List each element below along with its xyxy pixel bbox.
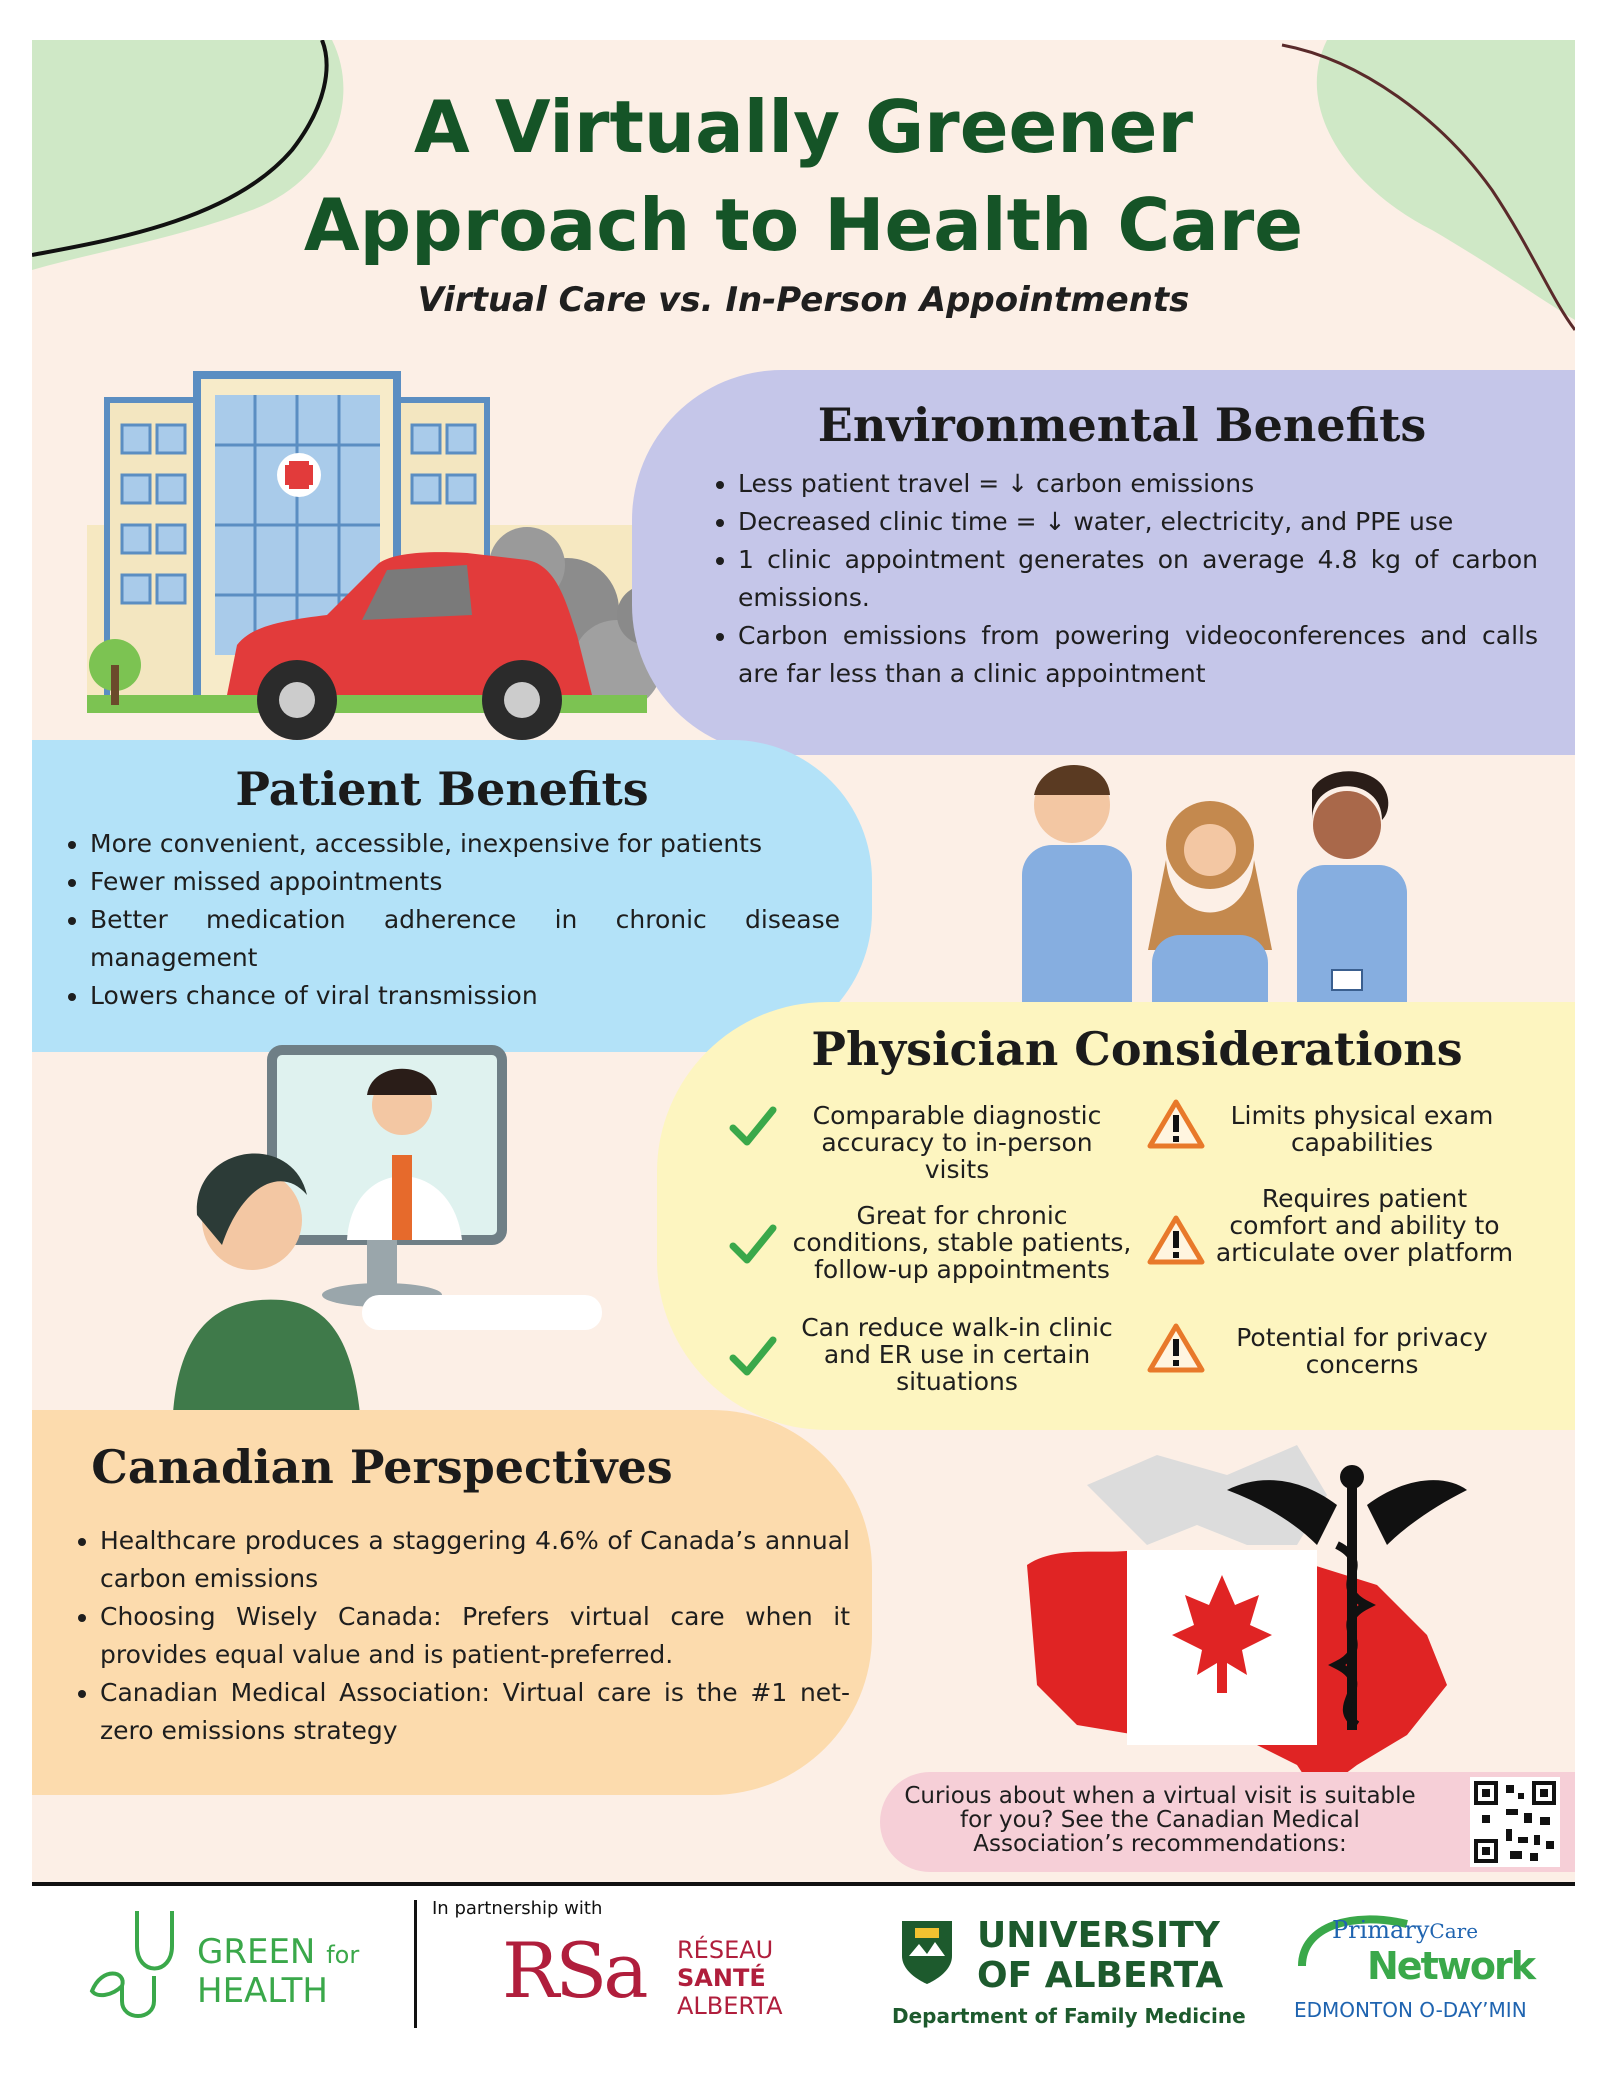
logo-separator xyxy=(414,1900,417,2028)
pcn-edmonton-label: EDMONTON O-DAY’MIN xyxy=(1294,1998,1527,2022)
warning-icon xyxy=(1147,1214,1205,1266)
warning-icon xyxy=(1147,1322,1205,1374)
physician-pro-1: Comparable diagnostic accuracy to in-person visits xyxy=(812,1101,1102,1184)
health-workers-illustration xyxy=(982,750,1482,1045)
physician-con-3: Potential for privacy concerns xyxy=(1236,1323,1488,1379)
physician-con-1: Limits physical exam capabilities xyxy=(1230,1101,1494,1157)
partnership-label: In partnership with xyxy=(432,1898,603,1919)
qr-code-icon[interactable] xyxy=(1470,1777,1560,1867)
warning-icon xyxy=(1147,1098,1205,1150)
check-icon xyxy=(727,1332,779,1380)
list-item: • Better medication adherence in chronic disease management xyxy=(90,901,840,977)
pcn-network: Network xyxy=(1367,1944,1534,1988)
patient-benefits-panel xyxy=(32,740,872,1052)
stethoscope-leaf-icon xyxy=(82,1906,192,2026)
university-department: Department of Family Medicine xyxy=(892,2004,1246,2028)
title-line-1: A Virtually Greener xyxy=(414,85,1193,169)
rsa-logo-mark: RSa xyxy=(502,1926,645,2015)
list-item: • Decreased clinic time = ↓ water, electricity, and PPE use xyxy=(738,503,1538,541)
environmental-benefits-list xyxy=(700,465,1538,693)
list-item: • Lowers chance of viral transmission xyxy=(90,977,840,1015)
physician-pro-2: Great for chronic conditions, stable patients, follow-up appointments xyxy=(792,1201,1132,1284)
list-item: • Healthcare produces a staggering 4.6% of Canada’s annual carbon emissions xyxy=(100,1522,850,1598)
physician-pro-3: Can reduce walk-in clinic and ER use in certain situations xyxy=(801,1313,1113,1396)
hospital-car-illustration xyxy=(87,365,677,785)
canadian-perspectives-heading: Canadian Perspectives xyxy=(91,1440,673,1494)
cma-note-text: Curious about when a virtual visit is suitable for you? See the Canadian Medical Association’s recommendations: xyxy=(904,1783,1416,1857)
pcn-primary-care: PrimaryCare xyxy=(1332,1916,1479,1944)
environmental-benefits-heading: Environmental Benefits xyxy=(817,398,1427,452)
physician-con-2: Requires patient comfort and ability to articulate over platform xyxy=(1215,1184,1514,1267)
cma-recommendation-banner xyxy=(880,1772,1575,1872)
environmental-benefits-panel xyxy=(632,370,1575,755)
infographic-page xyxy=(32,40,1575,2041)
video-call-illustration xyxy=(172,1045,642,1445)
patient-benefits-heading: Patient Benefits xyxy=(235,762,649,816)
physician-considerations-heading: Physician Considerations xyxy=(811,1022,1463,1076)
check-icon xyxy=(727,1102,779,1150)
green-for-health-wordmark: GREEN for HEALTH xyxy=(197,1932,360,2011)
list-item: • 1 clinic appointment generates on average 4.8 kg of carbon emissions. xyxy=(738,541,1538,617)
canadian-perspectives-list xyxy=(62,1522,850,1750)
university-wordmark: UNIVERSITY OF ALBERTA xyxy=(977,1915,1224,1996)
list-item: • Canadian Medical Association: Virtual care is the #1 net-zero emissions strategy xyxy=(100,1674,850,1750)
footer-logos xyxy=(32,1886,1575,2041)
canadian-perspectives-panel xyxy=(32,1410,872,1795)
physician-considerations-panel xyxy=(657,1002,1575,1430)
list-item: • Less patient travel = ↓ carbon emissions xyxy=(738,465,1538,503)
list-item: • Choosing Wisely Canada: Prefers virtual care when it provides equal value and is patient-preferred. xyxy=(100,1598,850,1674)
page-subtitle: Virtual Care vs. In-Person Appointments xyxy=(417,280,1190,320)
patient-benefits-list xyxy=(52,825,840,1015)
title-line-2: Approach to Health Care xyxy=(303,183,1304,267)
canada-map-illustration xyxy=(997,1435,1467,1815)
check-icon xyxy=(727,1220,779,1268)
rsa-wordmark: RÉSEAU SANTÉ ALBERTA xyxy=(677,1936,783,2020)
university-crest-icon xyxy=(897,1916,957,1986)
list-item: • More convenient, accessible, inexpensive for patients xyxy=(90,825,840,863)
list-item: • Fewer missed appointments xyxy=(90,863,840,901)
list-item: • Carbon emissions from powering videoconferences and calls are far less than a clinic appointment xyxy=(738,617,1538,693)
page-title xyxy=(32,78,1575,274)
